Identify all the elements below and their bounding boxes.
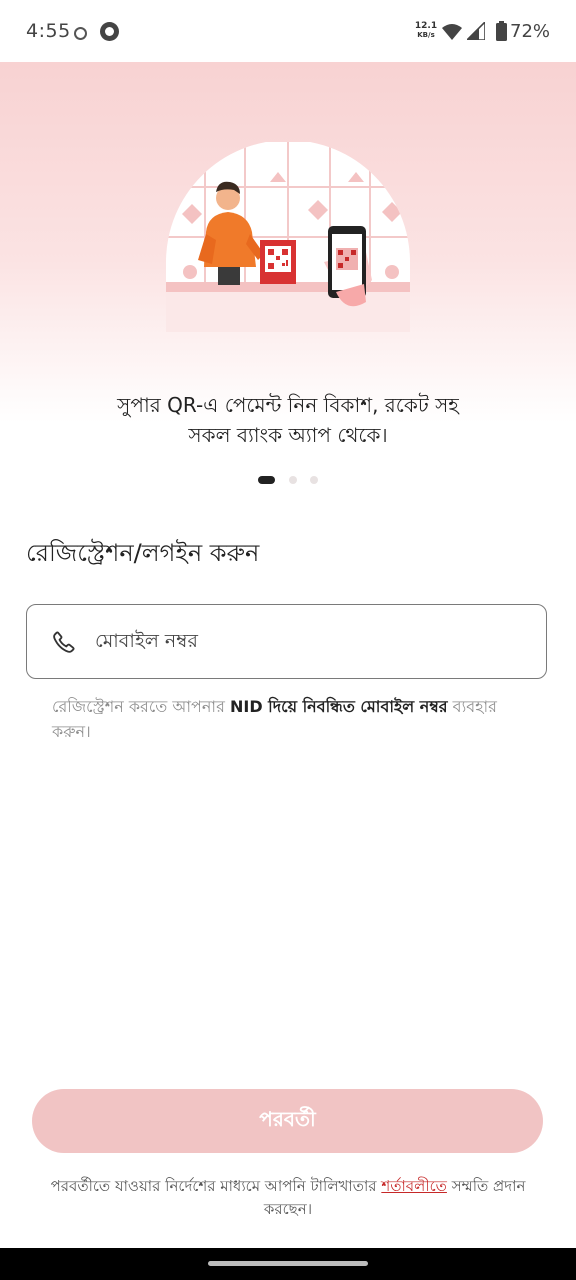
signal-icon (467, 22, 485, 40)
home-gesture-handle[interactable] (208, 1261, 368, 1266)
wifi-icon (442, 24, 462, 40)
circle-notification-icon (74, 27, 87, 40)
next-button[interactable]: পরবর্তী (32, 1089, 543, 1153)
system-navigation-bar (0, 1248, 576, 1280)
registration-helper-text (52, 694, 532, 744)
terms-link[interactable]: শর্তাবলীতে (381, 1177, 447, 1195)
helper-suffix: ব্যবহার করুন। (52, 697, 497, 741)
battery-icon (496, 21, 507, 41)
network-speed (413, 22, 439, 40)
caption-line-1: সুপার QR-এ পেমেন্ট নিন বিকাশ, রকেট সহ (117, 393, 459, 417)
carousel-dot-2[interactable] (289, 476, 297, 484)
status-time: 4:55 (26, 20, 71, 42)
terms-consent-text (30, 1175, 546, 1221)
battery-percentage: 72% (510, 21, 551, 42)
caption-line-2: সকল ব্যাংক অ্যাপ থেকে। (188, 423, 388, 447)
app-notification-icon (100, 22, 119, 41)
carousel-dot-3[interactable] (310, 476, 318, 484)
terms-suffix: সম্মতি প্রদান করছেন। (263, 1177, 526, 1218)
helper-bold: NID দিয়ে নিবন্ধিত মোবাইল নম্বর (229, 697, 448, 716)
network-speed-unit: KB/s (417, 31, 435, 39)
onboarding-caption (60, 390, 516, 450)
mobile-number-input[interactable] (95, 623, 525, 659)
page-title: রেজিস্ট্রেশন/লগইন করুন (26, 539, 260, 567)
carousel-dot-1[interactable] (258, 476, 275, 484)
helper-prefix: রেজিস্ট্রেশন করতে আপনার (52, 697, 230, 716)
status-bar (0, 0, 576, 62)
qr-payment-illustration (160, 142, 416, 332)
mobile-number-field[interactable] (26, 604, 547, 679)
network-speed-value: 12.1 (414, 21, 438, 31)
phone-icon (51, 629, 77, 655)
terms-prefix: পরবর্তীতে যাওয়ার নির্দেশের মাধ্যমে আপনি টালিখাতার (50, 1177, 382, 1195)
onboarding-hero (0, 62, 576, 502)
carousel-indicator (0, 469, 576, 479)
